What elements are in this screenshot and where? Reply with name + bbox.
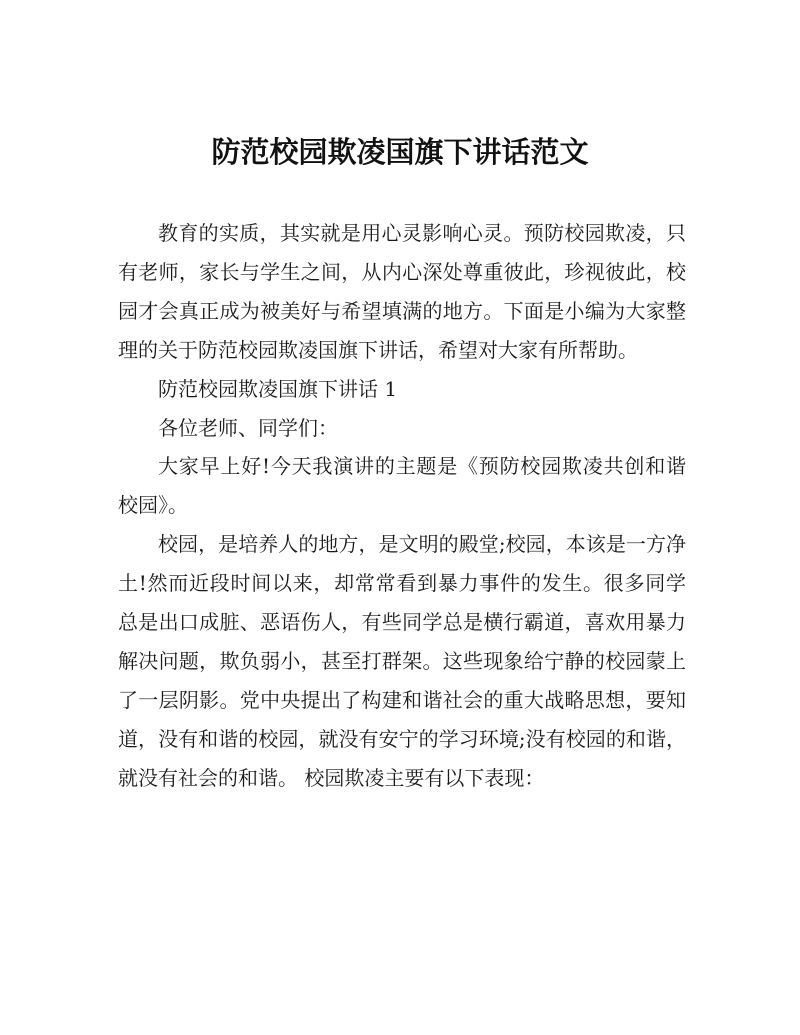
- salutation-paragraph: 各位老师、同学们：: [158, 415, 338, 440]
- intro-paragraph: 教育的实质，其实就是用心灵影响心灵。预防校园欺凌，只有老师，家长与学生之间，从内心深处尊重彼此，珍视彼此，校园才会真正成为被美好与希望填满的地方。下面是小编为大家整理的关于防范校园欺凌国旗下讲话，希望对大家有所帮助。: [118, 221, 686, 362]
- document-body: [118, 214, 686, 798]
- document-title: 防范校园欺凌国旗下讲话范文: [211, 135, 589, 169]
- body-paragraph: 校园，是培养人的地方，是文明的殿堂;校园，本该是一方净土!然而近段时间以来，却常常看到暴力事件的发生。很多同学总是出口成脏、恶语伤人，有些同学总是横行霸道，喜欢用暴力解决问题，欺负弱小，甚至打群架。这些现象给宁静的校园蒙上了一层阴影。党中央提出了构建和谐社会的重大战略思想，要知道，没有和谐的校园，就没有安宁的学习环境;没有校园的和谐，就没有社会的和谐。 校园欺凌主要有以下表现：: [118, 532, 686, 790]
- greeting-paragraph: 大家早上好!今天我演讲的主题是《预防校园欺凌共创和谐校园》。: [118, 454, 686, 518]
- speech-heading: 防范校园欺凌国旗下讲话 1: [158, 376, 398, 401]
